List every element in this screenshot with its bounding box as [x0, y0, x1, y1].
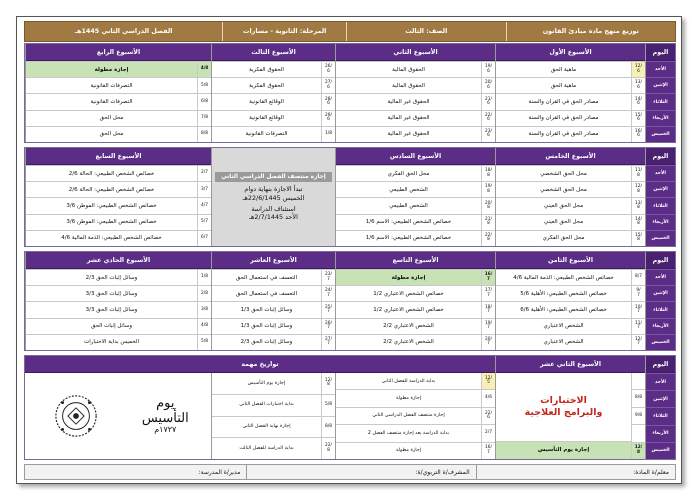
- lesson-date: 4/8: [197, 62, 211, 77]
- lesson-topic: محل الحق الشخصي: [540, 186, 587, 193]
- event-date: 12/ 5: [481, 373, 495, 389]
- signature-footer: [24, 464, 676, 480]
- lesson-topic: محل الحق الفكري: [387, 170, 430, 177]
- day-label: الإثنين: [646, 390, 675, 407]
- band-week-12-dates: [24, 355, 676, 460]
- lesson-row: [496, 165, 645, 181]
- lesson-date: 9/ 7: [631, 286, 645, 301]
- lesson-topic: محل الحق العيني: [543, 202, 584, 209]
- principal-signature: مدير/ة المدرسة:: [198, 468, 241, 476]
- lesson-date: 20/ 6: [481, 78, 495, 93]
- lesson-date: 5/8: [197, 335, 211, 350]
- week-column-w12: [495, 356, 645, 459]
- lesson-topic: خصائص الشخص الطبيعي: الأهلية 5/6: [520, 290, 607, 297]
- lesson-row: [336, 126, 495, 142]
- lesson-row: [26, 93, 211, 109]
- lesson-date: 21/ 8: [481, 215, 495, 230]
- lesson-row: [212, 77, 335, 93]
- lesson-topic: مصادر الحق في القران والسنة: [528, 98, 599, 105]
- day-label: الثلاثاء: [646, 407, 675, 424]
- day-label: الإثنين: [646, 181, 675, 197]
- stage-label: المرحلة: الثانوية - مسارات: [222, 22, 346, 41]
- event-text: إجازة مطولة: [395, 395, 422, 401]
- lesson-date: 26/ 6: [321, 62, 335, 77]
- lesson-date: 20/ 7: [481, 335, 495, 350]
- break-start: تبدأ الاجازة بنهاية دوام الخميس 22/6/1445هـ: [242, 185, 305, 202]
- lesson-date: 9/8: [632, 407, 645, 424]
- lesson-topic: خصائص الشخص الاعتباري 1/2: [373, 306, 444, 313]
- day-label: الخميس: [646, 334, 675, 350]
- lesson-topic: التصرفات القانونية: [245, 131, 288, 138]
- week-column-w2: [335, 44, 495, 142]
- lesson-row: [336, 269, 495, 285]
- lesson-date: 14/ 8: [631, 215, 645, 230]
- lesson-topic: ماهية الحق: [550, 66, 577, 73]
- lesson-date: 3/8: [197, 302, 211, 317]
- lesson-topic: الشخص الاعتباري 2/2: [383, 339, 434, 346]
- week-column-w5: [495, 148, 645, 246]
- lesson-row: [496, 110, 645, 126]
- lesson-topic: ماهية الحق: [550, 82, 577, 89]
- lesson-date: 12/ 7: [631, 335, 645, 350]
- day-label: الثلاثاء: [646, 301, 675, 317]
- lesson-topic: خصائص الشخص الطبيعي: الذمة المالية 4/6: [513, 274, 614, 281]
- lesson-topic: خصائص الشخص الاعتباري 1/2: [373, 290, 444, 297]
- lesson-row: [496, 126, 645, 142]
- lesson-date: 27/ 6: [321, 78, 335, 93]
- lesson-row: [496, 77, 645, 93]
- lesson-date: 1/8: [197, 270, 211, 285]
- event-text: إجازة مطولة: [395, 448, 422, 454]
- date-row: [212, 394, 335, 416]
- lesson-topic: وسائل إثبات الحق 2/3: [240, 339, 293, 346]
- lesson-topic: التصرفات القانونية: [90, 82, 133, 89]
- lesson-date: 26/ 7: [321, 319, 335, 334]
- lesson-row: [336, 301, 495, 317]
- lesson-row: [26, 61, 211, 77]
- lesson-date: 18/ 7: [481, 302, 495, 317]
- lesson-date: 5/7: [197, 215, 211, 230]
- lesson-row: [212, 269, 335, 285]
- week-column-w6: [335, 148, 495, 246]
- lesson-topic: خصائص الشخص الطبيعي: الحالة 2/6: [68, 186, 155, 193]
- lesson-date: 29/ 6: [321, 111, 335, 126]
- date-row: [212, 437, 335, 459]
- lesson-date: 11/ 8: [631, 166, 645, 181]
- lesson-date: 13/ 8: [631, 198, 645, 213]
- lesson-topic: خصائص الشخص الطبيعي: الأهلية 6/6: [520, 306, 607, 313]
- lesson-date: 6/7: [197, 231, 211, 246]
- lesson-row: [336, 285, 495, 301]
- day-label: الخميس: [646, 230, 675, 246]
- week-title: الأسبوع الرابع: [26, 44, 211, 61]
- week-column-w11: [25, 252, 211, 350]
- lesson-topic: إجازة مطولة: [336, 270, 481, 285]
- lesson-row: [26, 285, 211, 301]
- lesson-topic: إجازة مطولة: [26, 62, 197, 77]
- day-header: اليوم: [646, 148, 675, 165]
- week-column-w7: [25, 148, 211, 246]
- lesson-date: 8/8: [197, 127, 211, 142]
- lesson-row: [496, 285, 645, 301]
- lesson-row: [212, 61, 335, 77]
- lesson-row: [496, 334, 645, 350]
- week-title: الأسبوع الثامن: [496, 252, 645, 269]
- lesson-topic: الوقائع القانونية: [249, 98, 284, 105]
- lesson-row: [26, 110, 211, 126]
- date-row: [336, 389, 495, 406]
- lesson-topic: خصائص الشخص الطبيعي: الموطن 3/6: [66, 202, 157, 209]
- lesson-topic: التعسف في استعمال الحق: [235, 274, 298, 281]
- lesson-date: 15/ 6: [631, 111, 645, 126]
- date-row: [336, 442, 495, 459]
- event-date: 8/8: [321, 417, 335, 438]
- lesson-date: [632, 373, 645, 389]
- day-label: الأربعاء: [646, 318, 675, 334]
- lesson-date: 10/ 7: [631, 302, 645, 317]
- lesson-date: 4/7: [197, 198, 211, 213]
- date-row: [212, 416, 335, 438]
- lesson-topic: إجازة يوم التأسيس: [496, 441, 631, 459]
- week-title: الأسبوع الحادي عشر: [26, 252, 211, 269]
- lesson-topic: الحقوق غير المالية: [387, 131, 430, 138]
- week-title: الأسبوع السابع: [26, 148, 211, 165]
- day-label: الأحد: [646, 269, 675, 285]
- lesson-topic: الشخص الطبيعي: [389, 186, 428, 193]
- lesson-topic: الحقوق المالية: [392, 66, 425, 73]
- band-weeks-8-11: [24, 251, 676, 351]
- lesson-row: [212, 93, 335, 109]
- week-title: الأسبوع العاشر: [212, 252, 335, 269]
- lesson-topic: محل الحق: [99, 131, 124, 138]
- lesson-row: [212, 334, 335, 350]
- lesson-date: 16/ 7: [481, 270, 495, 285]
- lesson-topic: وسائل إثبات الحق 3/3: [85, 306, 138, 313]
- lesson-topic: الشخص الاعتباري: [543, 323, 584, 330]
- week-title: الأسبوع التاسع: [336, 252, 495, 269]
- break-resume: استئناف الدراسة الأحد 2/7/1445هـ: [249, 205, 298, 222]
- lesson-date: 25/ 7: [321, 302, 335, 317]
- lesson-topic: خصائص الشخص الطبيعي: الذمة المالية 4/6: [61, 235, 162, 242]
- lesson-date: 16/ 6: [631, 127, 645, 142]
- lesson-date: 11/ 7: [631, 319, 645, 334]
- lesson-row: [496, 214, 645, 230]
- days-column: [645, 148, 675, 246]
- lesson-date: [632, 424, 645, 441]
- logo-year: ١٧٢٧م: [154, 424, 177, 434]
- lesson-row: [336, 334, 495, 350]
- day-label: الأربعاء: [646, 425, 675, 442]
- lesson-row: [212, 301, 335, 317]
- lesson-topic: خصائص الشخص الطبيعي: الاسم 1/6: [365, 219, 452, 226]
- event-date: 5/8: [321, 395, 335, 416]
- date-row: [212, 373, 335, 394]
- week-column-w1: [495, 44, 645, 142]
- lesson-date: 21/ 6: [481, 94, 495, 109]
- lesson-date: 2/8: [197, 286, 211, 301]
- event-text: بداية اختبارات الفصل الثاني: [239, 402, 294, 408]
- doc-title: توزيع منهج مادة مبادئ القانون: [506, 22, 675, 41]
- lesson-row: [336, 318, 495, 334]
- grade-label: الصف: الثالث: [346, 22, 506, 41]
- dates-list-left: [211, 373, 335, 459]
- lesson-row: [496, 269, 645, 285]
- lesson-row: [26, 334, 211, 350]
- band-weeks-1-4: [24, 43, 676, 143]
- lesson-row: [26, 181, 211, 197]
- event-text: إجازة منتصف الفصل الدراسي الثاني: [372, 413, 445, 419]
- lesson-row: [26, 77, 211, 93]
- midterm-break-box: [211, 148, 335, 246]
- day-label: الإثنين: [646, 285, 675, 301]
- band-weeks-5-7: [24, 147, 676, 247]
- term-label: الفصل الدراسي الثاني 1445هـ: [74, 26, 173, 35]
- lesson-topic: الحقوق الفكرية: [249, 82, 284, 89]
- lesson-row: [336, 61, 495, 77]
- lesson-date: 28/ 6: [321, 94, 335, 109]
- lesson-row: [336, 181, 495, 197]
- lesson-date: 27/ 7: [321, 335, 335, 350]
- date-row: [336, 424, 495, 441]
- lesson-topic: محل الحق الفكري: [542, 235, 585, 242]
- lesson-date: 4/8: [197, 319, 211, 334]
- event-date: 22/ 8: [321, 438, 335, 459]
- lesson-topic: خصائص الشخص الطبيعي: الاسم 1/6: [365, 235, 452, 242]
- day-label: الثلاثاء: [646, 197, 675, 213]
- lesson-row: [336, 197, 495, 213]
- event-date: 12/ 8: [321, 373, 335, 394]
- lesson-topic: وسائل إثبات الحق 1/3: [240, 323, 293, 330]
- lesson-topic: التعسف في استعمال الحق: [235, 290, 298, 297]
- lesson-topic: وسائل إثبات الحق 3/3: [85, 290, 138, 297]
- lesson-date: 22/ 6: [481, 111, 495, 126]
- lesson-row: [26, 318, 211, 334]
- lesson-row: [26, 165, 211, 181]
- lesson-topic: محل الحق الشخصي: [540, 170, 587, 177]
- week-title: الأسبوع السادس: [336, 148, 495, 165]
- day-header: اليوم: [646, 356, 675, 373]
- lesson-date: 19/ 8: [481, 182, 495, 197]
- lesson-row: [212, 110, 335, 126]
- lesson-date: 3/7: [197, 182, 211, 197]
- event-text: بداية الدراسة بعد إجازة منتصف الفصل 2: [367, 430, 450, 436]
- week-title: الأسبوع الخامس: [496, 148, 645, 165]
- lesson-row: [26, 197, 211, 213]
- week-column-w4: [25, 44, 211, 142]
- lesson-row: [212, 126, 335, 142]
- lesson-row: [212, 285, 335, 301]
- lesson-date: 18/ 8: [481, 166, 495, 181]
- lesson-date: 20/ 8: [481, 198, 495, 213]
- lesson-topic: محل الحق العيني: [543, 219, 584, 226]
- day-label: الأربعاء: [646, 214, 675, 230]
- day-header: اليوم: [646, 252, 675, 269]
- logo-line1: يوم: [156, 396, 175, 412]
- lesson-date: 12/ 8: [631, 182, 645, 197]
- dates-list-right: [335, 373, 495, 459]
- lesson-topic: الشخص الطبيعي: [389, 202, 428, 209]
- lesson-row: [496, 61, 645, 77]
- lesson-topic: الحقوق غير المالية: [387, 98, 430, 105]
- lesson-date: 14/ 6: [631, 94, 645, 109]
- lesson-row: [26, 230, 211, 246]
- lesson-row: [496, 181, 645, 197]
- week-column-w8: [495, 252, 645, 350]
- lesson-topic: الحقوق المالية: [392, 82, 425, 89]
- day-label: الأحد: [646, 373, 675, 390]
- week-column-w9: [335, 252, 495, 350]
- days-column: [645, 252, 675, 350]
- lesson-date: 8/8: [632, 389, 645, 406]
- lesson-date: 23/ 6: [481, 127, 495, 142]
- day-label: الإثنين: [646, 77, 675, 93]
- important-dates-title: تواريخ مهمة: [25, 356, 495, 373]
- day-label: الأربعاء: [646, 110, 675, 126]
- lesson-topic: وسائل إثبات الحق 1/3: [240, 306, 293, 313]
- lesson-row: [336, 93, 495, 109]
- lesson-date: 15/ 8: [631, 231, 645, 246]
- lesson-topic: مصادر الحق في القران والسنة: [528, 115, 599, 122]
- lesson-topic: الحقوق غير المالية: [387, 115, 430, 122]
- day-label: الخميس: [646, 126, 675, 142]
- week-title: الأسبوع الثاني: [336, 44, 495, 61]
- event-text: بداية الدراسة للفصل الثاني: [381, 378, 436, 384]
- lesson-topic: مصادر الحق في القران والسنة: [528, 131, 599, 138]
- lesson-topic: الشخص الاعتباري: [543, 339, 584, 346]
- lesson-row: [336, 165, 495, 181]
- founding-day-logo: [25, 373, 211, 459]
- day-label: الأحد: [646, 61, 675, 77]
- lesson-date: 17/ 7: [481, 286, 495, 301]
- lesson-row: [26, 214, 211, 230]
- date-row: [336, 373, 495, 389]
- lesson-row: [496, 318, 645, 334]
- logo-line2: التأسيس: [141, 410, 189, 426]
- week-column-w10: [211, 252, 335, 350]
- teacher-signature: معلم/ة المادة:: [476, 465, 675, 479]
- day-label: الثلاثاء: [646, 93, 675, 109]
- lesson-row: [496, 197, 645, 213]
- important-dates: [25, 356, 495, 459]
- lesson-topic: وسائل إثبات الحق 2/3: [85, 274, 138, 281]
- lesson-row: [26, 269, 211, 285]
- lesson-date: 5/8: [197, 78, 211, 93]
- event-text: إجازة يوم التأسيس: [247, 380, 286, 386]
- lesson-topic: الوقائع القانونية: [249, 115, 284, 122]
- date-row: [336, 407, 495, 424]
- lesson-date: 6/8: [197, 94, 211, 109]
- lesson-row: [26, 301, 211, 317]
- lesson-row: [26, 126, 211, 142]
- lesson-row: [496, 93, 645, 109]
- lesson-topic: الشخص الاعتباري 2/2: [383, 323, 434, 330]
- lesson-date: 12/ 8: [632, 442, 645, 459]
- emblem-icon: [47, 393, 105, 439]
- lesson-date: 7/8: [197, 111, 211, 126]
- lesson-row: [336, 230, 495, 246]
- day-label: الخميس: [646, 442, 675, 459]
- week-column-w3: [211, 44, 335, 142]
- event-text: بداية الدراسة للفصل الثالث: [239, 445, 294, 451]
- week-title: الأسبوع الثاني عشر: [496, 356, 645, 373]
- lesson-date: 19/ 6: [481, 62, 495, 77]
- exams-note: الاختبارات والبرامج العلاجية: [524, 395, 603, 418]
- lesson-date: 1/8: [321, 127, 335, 142]
- header-bar: [24, 21, 676, 42]
- days-column: [645, 44, 675, 142]
- days-column: [645, 356, 675, 459]
- event-date: 16/ 7: [481, 443, 495, 459]
- event-date: 4/6: [481, 390, 495, 406]
- lesson-date: 2/7: [197, 166, 211, 181]
- lesson-topic: خصائص الشخص الطبيعي: الموطن 3/6: [66, 219, 157, 226]
- break-title: إجازة منتصف الفصل الدراسي الثاني: [215, 172, 332, 182]
- page-frame: [16, 16, 682, 484]
- lesson-date: 13/ 6: [631, 78, 645, 93]
- lesson-row: [212, 318, 335, 334]
- event-date: 2/7: [481, 425, 495, 441]
- week-title: الأسبوع الثالث: [212, 44, 335, 61]
- lesson-date: 12/ 6: [631, 62, 645, 77]
- event-date: 22/ 6: [481, 408, 495, 424]
- lesson-topic: محل الحق: [99, 115, 124, 122]
- lesson-date: 24/ 7: [321, 286, 335, 301]
- lesson-row: [336, 214, 495, 230]
- lesson-row: [496, 301, 645, 317]
- lesson-topic: وسائل إثبات الحق: [90, 323, 133, 330]
- lesson-row: [496, 230, 645, 246]
- lesson-row: [336, 110, 495, 126]
- day-header: اليوم: [646, 44, 675, 61]
- lesson-topic: خصائص الشخص الطبيعي: الحالة 2/6: [68, 170, 155, 177]
- lesson-topic: الحقوق الفكرية: [249, 66, 284, 73]
- lesson-row: [336, 77, 495, 93]
- lesson-date: 19/ 7: [481, 319, 495, 334]
- supervisor-signature: المشرف/ة التربوي/ة:: [246, 465, 475, 479]
- lesson-topic: الخميس بداية الاختبارات: [84, 339, 139, 346]
- lesson-date: 23/ 7: [321, 270, 335, 285]
- event-text: إجازة نهاية الفصل الثاني: [242, 424, 291, 430]
- day-label: الأحد: [646, 165, 675, 181]
- week-title: الأسبوع الأول: [496, 44, 645, 61]
- founding-day-wordmark: [142, 397, 189, 434]
- lesson-date: 22/ 8: [481, 231, 495, 246]
- lesson-date: 8/7: [631, 270, 645, 285]
- lesson-topic: التصرفات القانونية: [90, 98, 133, 105]
